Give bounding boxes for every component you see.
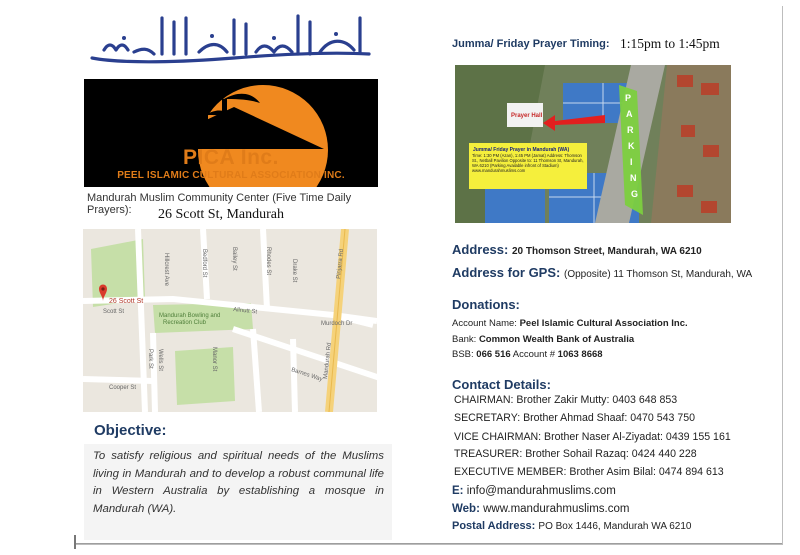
web-label: Web:: [452, 503, 480, 515]
svg-text:Murdoch Dr: Murdoch Dr: [321, 321, 353, 327]
bank-value: Common Wealth Bank of Australia: [478, 334, 635, 345]
email-link[interactable]: info@mandurahmuslims.com: [466, 485, 616, 497]
address-value: 20 Thomson Street, Mandurah, WA 6210: [511, 246, 702, 257]
svg-text:Bedford St: Bedford St: [201, 249, 207, 278]
svg-text:Drake St: Drake St: [291, 259, 297, 283]
svg-text:Bailey St: Bailey St: [231, 247, 237, 271]
jumma-timing-label: Jumma/ Friday Prayer Timing:: [452, 38, 610, 50]
email-label: E:: [452, 485, 464, 497]
community-center-address: 26 Scott St, Mandurah: [158, 207, 284, 222]
web-line: [452, 503, 629, 515]
postal-line: [452, 520, 691, 532]
donation-bsb: [452, 349, 603, 360]
svg-text:Recreation Club: Recreation Club: [163, 320, 207, 326]
bank-label: Bank:: [452, 334, 477, 345]
parking-letter: A: [626, 109, 633, 119]
logo-title: PICA Inc.: [183, 146, 279, 169]
jumma-timing-value: 1:15pm to 1:45pm: [620, 36, 720, 51]
bsb-value: 066 516: [476, 349, 511, 360]
left-edge-mark: [74, 535, 76, 549]
parking-letter: I: [630, 157, 633, 167]
svg-text:Hillcrest Ave: Hillcrest Ave: [163, 253, 169, 286]
address-label: Address:: [452, 242, 509, 257]
svg-text:Wells St: Wells St: [157, 349, 163, 371]
parking-letter: P: [625, 93, 632, 103]
aerial-photo-graphic: [455, 65, 731, 223]
contact-treasurer: TREASURER: Brother Sohail Razaq: 0424 440 228: [454, 448, 697, 460]
objective-text: To satisfy religious and spiritual needs of the Muslims living in Mandurah and to develop a robust communal life in Western Australia by establishing a mosque in Mandurah (WA).: [93, 450, 384, 515]
donation-account-name: [452, 318, 688, 329]
community-center-label: Mandurah Muslim Community Center (Five Time Daily Prayers):: [87, 192, 352, 216]
gps-address-label: Address for GPS:: [452, 265, 561, 280]
account-number-value: 1063 8668: [557, 349, 603, 360]
donation-bank: [452, 334, 634, 345]
svg-text:Pinjarra Rd: Pinjarra Rd: [336, 248, 346, 280]
aerial-note-body: Time: 1:30 PM (Azan), 1:45 PM (Jamat) Address: Thomson St., Netball Pavilion Opposite to: 11 Thomson St, Mandurah, WA 6210 (Parking Available infront of Stadium) www.mandurahmuslims.com: [472, 153, 584, 173]
parking-letter: G: [631, 189, 639, 199]
parking-letter: R: [627, 125, 634, 135]
map-marker-label: 26 Scott St: [109, 298, 144, 305]
parking-letter: K: [628, 141, 635, 151]
logo-subtitle: PEEL ISLAMIC CULTURAL ASSOCIATION INC.: [117, 170, 345, 181]
svg-text:Mandurah Rd: Mandurah Rd: [323, 342, 333, 380]
address-line: [452, 242, 702, 257]
aerial-hall-label: Prayer Hall: [511, 113, 543, 119]
postal-label: Postal Address:: [452, 520, 536, 532]
gps-address-value: (Opposite) 11 Thomson St, Mandurah, WA: [563, 269, 753, 280]
svg-text:Barnes Way: Barnes Way: [290, 367, 324, 383]
bsb-label: BSB:: [452, 349, 474, 360]
svg-text:Scott St: Scott St: [103, 309, 125, 315]
parking-letter: N: [630, 173, 637, 183]
donations-title: Donations:: [452, 297, 520, 312]
contact-secretary: SECRETARY: Brother Ahmad Shaaf: 0470 543 750: [454, 412, 696, 424]
svg-text:Park St: Park St: [147, 349, 153, 369]
svg-text:Cooper St: Cooper St: [109, 385, 137, 391]
contact-chairman: CHAIRMAN: Brother Zakir Mutty: 0403 648 853: [454, 394, 678, 406]
svg-text:Manor St: Manor St: [211, 347, 217, 372]
postal-value: PO Box 1446, Mandurah WA 6210: [538, 521, 692, 532]
bismillah-calligraphy-image: [84, 8, 384, 70]
account-name-value: Peel Islamic Cultural Association Inc.: [519, 318, 688, 329]
gps-address-line: [452, 265, 752, 280]
account-name-label: Account Name:: [452, 318, 517, 329]
svg-text:Mandurah Bowling and: Mandurah Bowling and: [159, 313, 221, 319]
street-map: [83, 229, 377, 412]
pica-logo: [84, 79, 378, 187]
aerial-photo: [455, 65, 731, 223]
svg-text:Allnutt St: Allnutt St: [232, 307, 258, 316]
account-number-label: Account #: [512, 349, 556, 360]
contact-executive-member: EXECUTIVE MEMBER: Brother Asim Bilal: 0474 894 613: [454, 466, 724, 478]
contact-details-title: Contact Details:: [452, 377, 551, 392]
objective-box: [84, 444, 392, 540]
svg-text:Rhodes St: Rhodes St: [265, 247, 271, 276]
aerial-note-title: Jumma/ Friday Prayer in Mandurah (WA): [473, 147, 570, 153]
objective-title: Objective:: [94, 422, 167, 439]
email-line: [452, 485, 616, 497]
bottom-divider: [76, 543, 782, 544]
web-link[interactable]: www.mandurahmuslims.com: [483, 503, 630, 515]
contact-vice-chairman: VICE CHAIRMAN: Brother Naser Al-Ziyadat: 0439 155 161: [454, 431, 731, 443]
street-map-graphic: [83, 229, 377, 412]
